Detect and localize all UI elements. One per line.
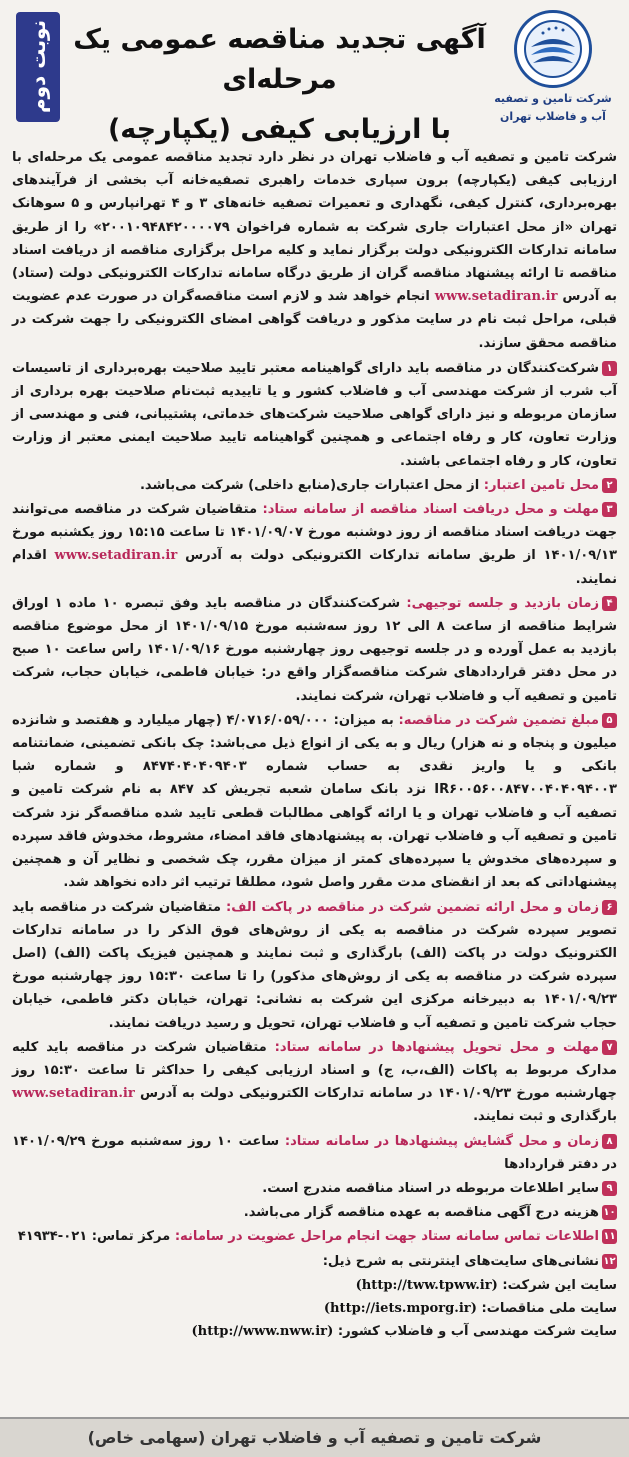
intro-text-2: انجام خواهد شد و لازم است مناقصه‌گران در صورت عدم عضویت قبلی، مراحل ثبت نام در سایت مذکور و دریافت گواهی امضای الکترونیکی را جهت شرکت در مناقصه محقق سازند. xyxy=(12,289,617,351)
list-item xyxy=(12,1225,617,1248)
notice-header xyxy=(10,6,619,146)
item-text: شرکت‌کنندگان در مناقصه باید دارای گواهینامه معتبر تایید صلاحیت بهره‌برداری از تاسیسات آب شرب از شرکت مهندسی آب و فاضلاب کشور و یا تاییدیه ثبت‌نام صلاحیت بهره برداری از سازمان مربوطه و نیز دارای گواهی صلاحیت شرکت‌های خدماتی، پشتیبانی، فنی و مهندسی از وزارت تعاون، کار و رفاه اجتماعی و همچنین گواهینامه تایید صلاحیت ایمنی معتبر از وزارت تعاون، کار و رفاه اجتماعی باشند. xyxy=(12,360,617,469)
item-number: ۱۱ xyxy=(603,1231,616,1243)
notice-title-line1: آگهی تجدید مناقصه عمومی یک مرحله‌ای xyxy=(73,24,486,95)
list-item xyxy=(12,498,617,591)
company-logo-block xyxy=(493,10,613,124)
item-number: ۹ xyxy=(602,1181,617,1196)
item-number: ۸ xyxy=(602,1134,617,1149)
intro-url-link[interactable]: www.setadiran.ir xyxy=(434,289,558,305)
item-number: ۵ xyxy=(602,713,617,728)
item-text: شرکت‌کنندگان در مناقصه باید وفق تبصره ۱۰ ماده ۱ اوراق شرایط مناقصه از ساعت ۸ الی ۱۲ روز سه‌شنبه مورخ ۱۴۰۱/۰۹/۱۵ از محل موضوع مناقصه بازدید به عمل آورده و در جلسه توجیهی روز چهارشنبه مورخ ۱۴۰۱/۰۹/۱۶ راس ساعت ۱۰ صبح در محل دفتر قراردادهای شرکت مناقصه‌گزار واقع در: خیابان فاطمی، خیابان حجاب، شرکت تامین و تصفیه آب و فاضلاب تهران، شرکت نمایند. xyxy=(12,595,617,704)
badge-label: نوبت دوم xyxy=(26,20,50,114)
list-item xyxy=(12,1036,617,1129)
item-heading: زمان و محل گشایش پیشنهادها در سامانه ستاد: xyxy=(284,1133,599,1149)
item-number: ۱۰ xyxy=(603,1207,616,1219)
list-item xyxy=(12,474,617,497)
item-text: متقاضیان شرکت در مناقصه باید کلیه مدارک مربوط به پاکات (الف،ب، ج) و اسناد ارزیابی کیفی را حداکثر تا ساعت ۱۵:۳۰ روز چهارشنبه مورخ ۱۴۰۱/۰۹/۲۳ در سامانه تدارکات الکترونیکی دولت به آدرس xyxy=(12,1039,618,1102)
item-heading: زمان و محل ارائه تضمین شرکت در مناقصه در پاکت الف: xyxy=(226,899,600,915)
websites-list xyxy=(12,1274,617,1344)
logo-company-line1: شرکت تامین و تصفیه xyxy=(494,92,612,105)
website-row xyxy=(12,1320,617,1343)
website-label: سایت ملی مناقصات: xyxy=(481,1300,617,1316)
item-number: ۱۲ xyxy=(603,1255,616,1267)
list-item xyxy=(12,1130,617,1176)
item-heading: محل تامین اعتبار: xyxy=(483,477,599,493)
website-row xyxy=(12,1297,617,1320)
list-item xyxy=(12,709,617,895)
list-item xyxy=(12,1250,617,1273)
second-publication-badge xyxy=(16,12,60,122)
item-heading: مهلت و محل تحویل پیشنهادها در سامانه ستاد: xyxy=(274,1039,599,1055)
item-heading: زمان بازدید و جلسه توجیهی: xyxy=(406,595,599,611)
item-text: ساعت ۱۰ روز سه‌شنبه مورخ ۱۴۰۱/۰۹/۲۹ در دفتر قراردادها xyxy=(12,1133,617,1172)
item-heading: مبلغ تضمین شرکت در مناقصه: xyxy=(398,712,599,728)
water-drop-logo-icon xyxy=(514,10,592,88)
website-url-link[interactable]: (http://iets.mporg.ir) xyxy=(323,1300,477,1316)
company-footer: شرکت تامین و تصفیه آب و فاضلاب تهران (سهامی خاص) xyxy=(0,1417,629,1457)
item-number: ۲ xyxy=(602,478,617,493)
website-url-link[interactable]: (http://www.nww.ir) xyxy=(191,1324,334,1340)
list-item xyxy=(12,1201,617,1224)
item-url-link[interactable]: www.setadiran.ir xyxy=(12,1086,135,1102)
list-item xyxy=(12,357,617,473)
website-url-link[interactable]: (http://tww.tpww.ir) xyxy=(355,1277,498,1293)
item-url-link[interactable]: www.setadiran.ir xyxy=(54,548,178,564)
item-number: ۷ xyxy=(602,1040,617,1055)
intro-text-1: شرکت تامین و تصفیه آب و فاضلاب تهران در نظر دارد تجدید مناقصه عمومی یک مرحله‌ای با ارزیابی کیفی (یکپارچه) برون سپاری خدمات راهبری تصفیه‌خانه آب بخشی از فرآیندهای بهره‌برداری، کنترل کیفی، نگهداری و تعمیرات تصفیه خانه‌های ۳ و ۴ تهرانپارس و ۵ سوهانک تهران «از محل اعتبارات جاری شرکت به شماره فراخوان ۲۰۰۱۰۹۴۸۴۲۰۰۰۰۷۹» را از طریق سامانه تدارکات الکترونیکی دولت برگزار نماید و کلیه مراحل برگزاری مناقصه از دریافت اسناد مناقصه تا ارائه پیشنهاد مناقصه گران از طریق درگاه سامانه تدارکات الکترونیکی دولت (ستاد) به آدرس xyxy=(12,150,618,305)
item-number: ۱ xyxy=(602,361,617,376)
notice-title-line2: با ارزیابی کیفی (یکپارچه) xyxy=(107,114,452,145)
notice-body xyxy=(10,146,619,1343)
item-text: متقاضیان شرکت در مناقصه می‌توانند جهت دریافت اسناد مناقصه از روز دوشنبه مورخ ۱۴۰۱/۰۹/۰۷ تا ساعت ۱۵:۱۵ روز یکشنبه مورخ ۱۴۰۱/۰۹/۱۳ از طریق سامانه تدارکات الکترونیکی دولت به آدرس xyxy=(12,502,618,564)
item-text: نشانی‌های سایت‌های اینترنتی به شرح ذیل: xyxy=(322,1253,599,1269)
item-text: مرکز تماس: ۰۲۱-۴۱۹۳۴ xyxy=(17,1229,171,1245)
item-text: سایر اطلاعات مربوطه در اسناد مناقصه مندرج است. xyxy=(262,1180,599,1196)
item-text: از محل اعتبارات جاری(منابع داخلی) شرکت می‌باشد. xyxy=(139,477,480,493)
list-item xyxy=(12,592,617,708)
item-heading: اطلاعات تماس سامانه ستاد جهت انجام مراحل عضویت در سامانه: xyxy=(174,1229,599,1245)
item-number: ۶ xyxy=(602,900,617,915)
item-text: متقاضیان شرکت در مناقصه باید تصویر سپرده شرکت در مناقصه به یکی از روش‌های فوق الذکر را در سامانه تدارکات الکترونیک دولت در پاکت (الف) بارگذاری و ثبت نمایند و همچنین فیزیک پاکت (الف) (اصل سپرده شرکت در مناقصه به یکی از روش‌های مذکور) را تا ساعت ۱۵:۳۰ روز چهارشنبه مورخ ۱۴۰۱/۰۹/۲۳ به دبیرخانه مرکزی این شرکت به نشانی: تهران، خیابان دکتر فاطمی، خیابان حجاب شرکت تامین و تصفیه آب و فاضلاب تهران، تحویل و رسید دریافت نمایند. xyxy=(12,899,617,1031)
item-tail: بارگذاری و ثبت نمایند. xyxy=(473,1109,617,1125)
website-label: سایت شرکت مهندسی آب و فاضلاب کشور: xyxy=(337,1324,617,1340)
item-number: ۴ xyxy=(602,596,617,611)
list-item xyxy=(12,896,617,1035)
website-label: سایت این شرکت: xyxy=(502,1277,617,1293)
list-item xyxy=(12,1177,617,1200)
item-tail: اقدام نمایند. xyxy=(12,548,617,587)
item-number: ۳ xyxy=(602,502,617,517)
notice-titles xyxy=(70,20,489,152)
website-row xyxy=(12,1274,617,1297)
item-text: به میزان: ۴/۰۷۱۶/۰۵۹/۰۰۰ (چهار میلیارد و هفتصد و شانزده میلیون و پنجاه و نه هزار) ریال و به یکی از انواع ذیل می‌باشد: چک بانکی تضمینی، ضمانتنامه بانکی و یا واریز نقدی به حساب شماره ۸۴۷۴۰۴۰۴۰۹۴۰۳ و شماره شبا IR۶۰۰۵۶۰۰۸۴۷۰۰۴۰۴۰۹۴۰۰۳ نزد بانک سامان شعبه تجریش کد ۸۴۷ به نام شرکت تامین و تصفیه آب و فاضلاب تهران و یا ارائه گواهی مطالبات قطعی تایید شده مناقصه‌گر نزد شرکت تامین و تصفیه آب و فاضلاب تهران. به پیشنهادهای فاقد امضاء، مشروط، مخدوش فاقد سپرده و سپرده‌های مخدوش یا سپرده‌های کمتر از میزان مقرر، چک شخصی و نظایر آن و همچنین پیشنهاداتی که بعد از انقضای مدت مقرر واصل شود، مطلقا ترتیب اثر داده نخواهد شد. xyxy=(12,712,617,891)
intro-paragraph xyxy=(12,146,617,355)
logo-company-line2: آب و فاضلاب تهران xyxy=(500,110,606,123)
item-heading: مهلت و محل دریافت اسناد مناقصه از سامانه ستاد: xyxy=(262,502,599,518)
item-text: هزینه درج آگهی مناقصه به عهده مناقصه گزار می‌باشد. xyxy=(243,1205,599,1221)
